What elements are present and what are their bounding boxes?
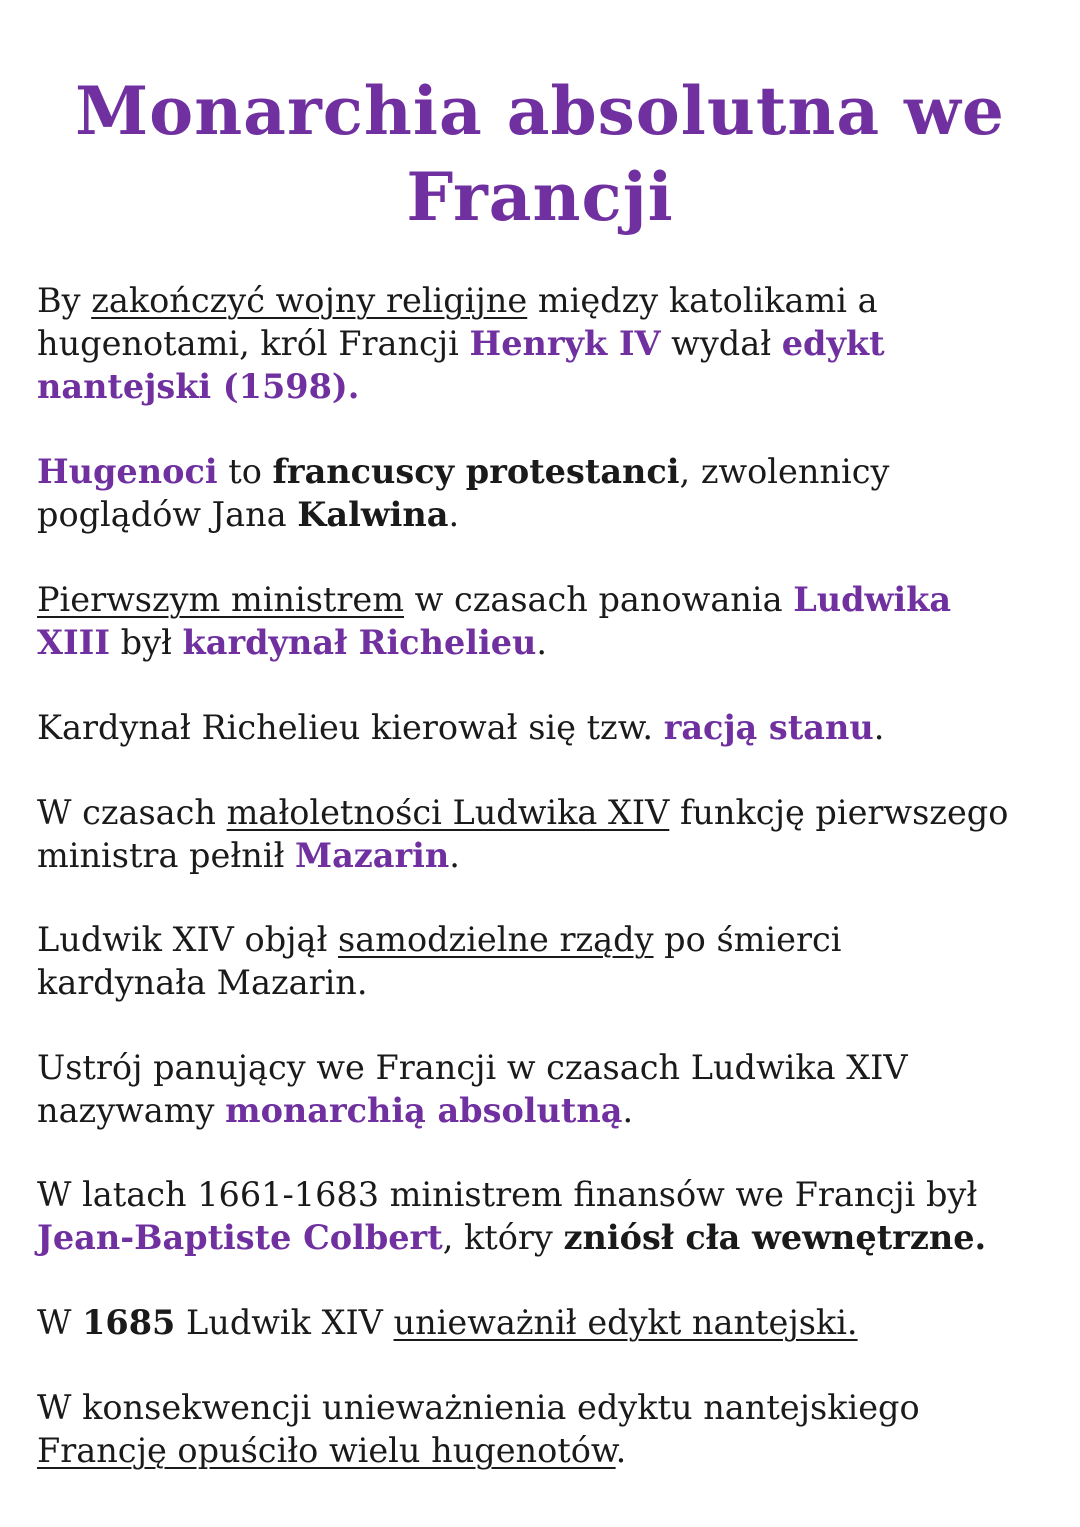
underlined-phrase: samodzielne rządy	[338, 920, 654, 959]
text-run: W latach 1661-1683 ministrem finansów we Francji był	[37, 1175, 978, 1214]
text-run: ministra pełnił	[37, 836, 295, 875]
text-run: By	[37, 281, 92, 320]
text-run: , który	[442, 1218, 564, 1257]
text-run: był	[110, 623, 183, 662]
bold-term: 1685	[82, 1303, 176, 1342]
paragraph-raison-detat	[37, 706, 1057, 749]
highlight-term: Hugenoci	[37, 452, 218, 491]
highlight-term: Ludwika	[793, 580, 952, 619]
bold-term: zniósł cła wewnętrzne.	[563, 1218, 987, 1257]
text-run: między katolikami a	[527, 281, 878, 320]
underlined-phrase: małoletności Ludwika XIV	[226, 793, 670, 832]
text-run: Ustrój panujący we Francji w czasach Ludwika XIV	[37, 1048, 908, 1087]
text-run: .	[448, 495, 460, 534]
text-run: Ludwik XIV	[175, 1303, 394, 1342]
highlight-term: Henryk IV	[469, 324, 661, 363]
text-run: .	[449, 836, 460, 875]
text-run: po śmierci	[653, 920, 842, 959]
bold-term: Kalwina	[297, 495, 449, 534]
paragraph-independent-rule	[37, 918, 1057, 1004]
text-run: funkcję pierwszego	[669, 793, 1009, 832]
highlight-term: XIII	[37, 623, 111, 662]
underlined-phrase: zakończyć wojny religijne	[91, 281, 528, 320]
paragraph-consequences	[37, 1386, 1057, 1472]
text-run: nazywamy	[37, 1091, 226, 1130]
text-run: wydał	[660, 324, 782, 363]
text-run: kardynała Mazarin.	[37, 963, 368, 1002]
paragraph-edict-of-nantes	[37, 279, 1057, 408]
paragraph-huguenots	[37, 450, 1057, 536]
text-run: hugenotami, król Francji	[37, 324, 470, 363]
page-title	[0, 68, 1080, 240]
paragraph-absolute-monarchy	[37, 1046, 1057, 1132]
text-run: .	[536, 623, 548, 662]
highlight-term: racją stanu	[663, 708, 874, 747]
text-run: .	[873, 708, 885, 747]
paragraph-colbert	[37, 1173, 1057, 1259]
text-run: .	[615, 1431, 627, 1470]
highlight-term: edykt	[781, 324, 885, 363]
text-run: Ludwik XIV objął	[37, 920, 339, 959]
underlined-phrase: Francję opuściło wielu hugenotów	[37, 1431, 616, 1470]
highlight-term: Mazarin	[295, 836, 450, 875]
text-run: .	[622, 1091, 634, 1130]
text-run: W konsekwencji unieważnienia edyktu nantejskiego	[37, 1388, 920, 1427]
text-run: W	[37, 1303, 83, 1342]
highlight-term: Jean-Baptiste Colbert	[37, 1218, 443, 1257]
highlight-term: nantejski (1598).	[37, 367, 360, 406]
paragraph-richelieu	[37, 578, 1057, 664]
text-run: to	[217, 452, 273, 491]
underlined-phrase: Pierwszym ministrem	[37, 580, 404, 619]
text-run: poglądów Jana	[37, 495, 298, 534]
highlight-term: kardynał Richelieu	[182, 623, 537, 662]
text-run: w czasach panowania	[403, 580, 794, 619]
text-run: Kardynał Richelieu kierował się tzw.	[37, 708, 664, 747]
paragraph-revocation	[37, 1301, 1057, 1344]
text-run: W czasach	[37, 793, 227, 832]
title-line-1: Monarchia absolutna we	[75, 72, 1005, 150]
paragraph-mazarin	[37, 791, 1057, 877]
underlined-phrase: unieważnił edykt nantejski.	[393, 1303, 858, 1342]
highlight-term: monarchią absolutną	[225, 1091, 623, 1130]
text-run: , zwolennicy	[679, 452, 890, 491]
title-line-2: Francji	[406, 158, 674, 236]
bold-term: francuscy protestanci	[272, 452, 680, 491]
